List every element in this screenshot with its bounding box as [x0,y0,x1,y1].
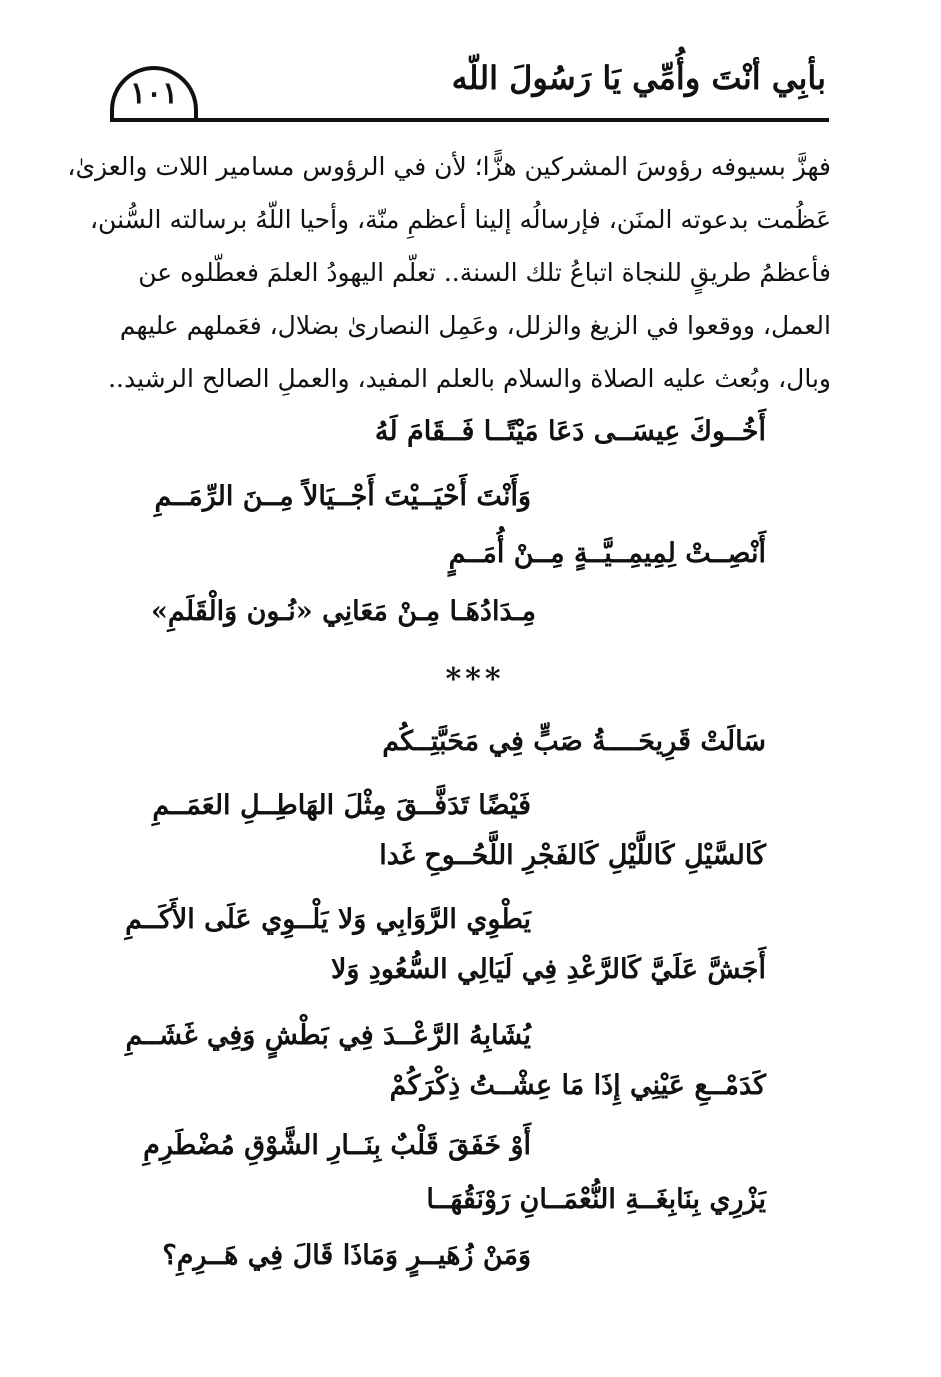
poem-two-verse: أَوْ خَفَقَ قَلْبٌ بِنَــارِ الشَّوْقِ مُضْطَرِمِ [143,1130,531,1161]
prose-line: العمل، ووقعوا في الزيغ والزلل، وعَمِل النصارىٰ بضلال، فعَملهم عليهم [119,311,831,340]
poem-one-first-hemistich: أَخُــوكَ عِيسَــى دَعَا مَيْتًــا فَــقَامَ لَهُ [374,416,766,447]
poem-one-fourth-hemistich: مِـدَادُهَـا مِـنْ مَعَانِي «نُـون وَالْقَلَمِ» [151,596,536,627]
prose-line: فهزَّ بسيوفه رؤوسَ المشركين هزًّا؛ لأن في الرؤوس مسامير اللات والعزىٰ، [67,152,831,181]
poem-two-verse: يَطْوِي الرَّوَابِي وَلا يَلْــوِي عَلَى الأَكَــمِ [125,904,531,935]
running-title: بأبِي أنْتَ وأُمِّي يَا رَسُولَ اللّه [451,59,826,97]
poem-one-second-hemistich: وَأَنْتَ أَحْيَــيْتَ أَجْــيَالاً مِــنَ الرِّمَــمِ [154,481,531,512]
poem-two-verse: أَجَشَّ عَلَيَّ كَالرَّعْدِ فِي لَيَالِي السُّعُودِ وَلا [330,954,766,985]
header-rule [110,118,829,122]
poem-two-verse: فَيْضًا تَدَفَّــقَ مِثْلَ الهَاطِــلِ العَمَــمِ [152,790,531,821]
page-number: ١٠١ [129,76,179,111]
section-separator: *** [445,662,505,697]
prose-line: عَظُمت بدعوته المنَن، فإرسالُه إلينا أعظمِ منّة، وأحيا اللّهُ برسالته السُّنن، [89,205,831,234]
prose-paragraph [67,140,831,405]
poem-two-verse: سَالَتْ قَرِيحَــــةُ صَبٍّ فِي مَحَبَّتِــكُم [382,726,766,757]
prose-line: فأعظمُ طريقٍ للنجاة اتباعُ تلك السنة.. تعلّم اليهودُ العلمَ فعطّلوه عن [138,258,831,287]
prose-line: وبال، وبُعث عليه الصلاة والسلام بالعلم المفيد، والعملِ الصالح الرشيد.. [108,364,831,393]
poem-two-verse: كَدَمْــعِ عَيْنِي إِذَا مَا عِشْــتُ ذِكْرَكُمْ [389,1070,766,1101]
poem-two-verse: يَزْرِي بِنَابِغَــةِ النُّعْمَــانِ رَوْنَقُهَــا [426,1184,766,1215]
page-number-badge [110,66,198,120]
poem-two-verse: كَالسَّيْلِ كَاللَّيْلِ كَالفَجْرِ اللَّحُــوحِ غَدا [379,840,766,871]
poem-one-third-hemistich: أَنْصِــتْ لِمِيمِــيَّــةٍ مِــنْ أُمَــمٍ [448,538,766,569]
poem-two-verse: يُشَابِهُ الرَّعْــدَ فِي بَطْشٍ وَفِي غَشَــمِ [125,1020,531,1051]
poem-two-verse: وَمَنْ زُهَيــرٍ وَمَاذَا قَالَ فِي هَــرِمِ؟ [162,1240,531,1271]
